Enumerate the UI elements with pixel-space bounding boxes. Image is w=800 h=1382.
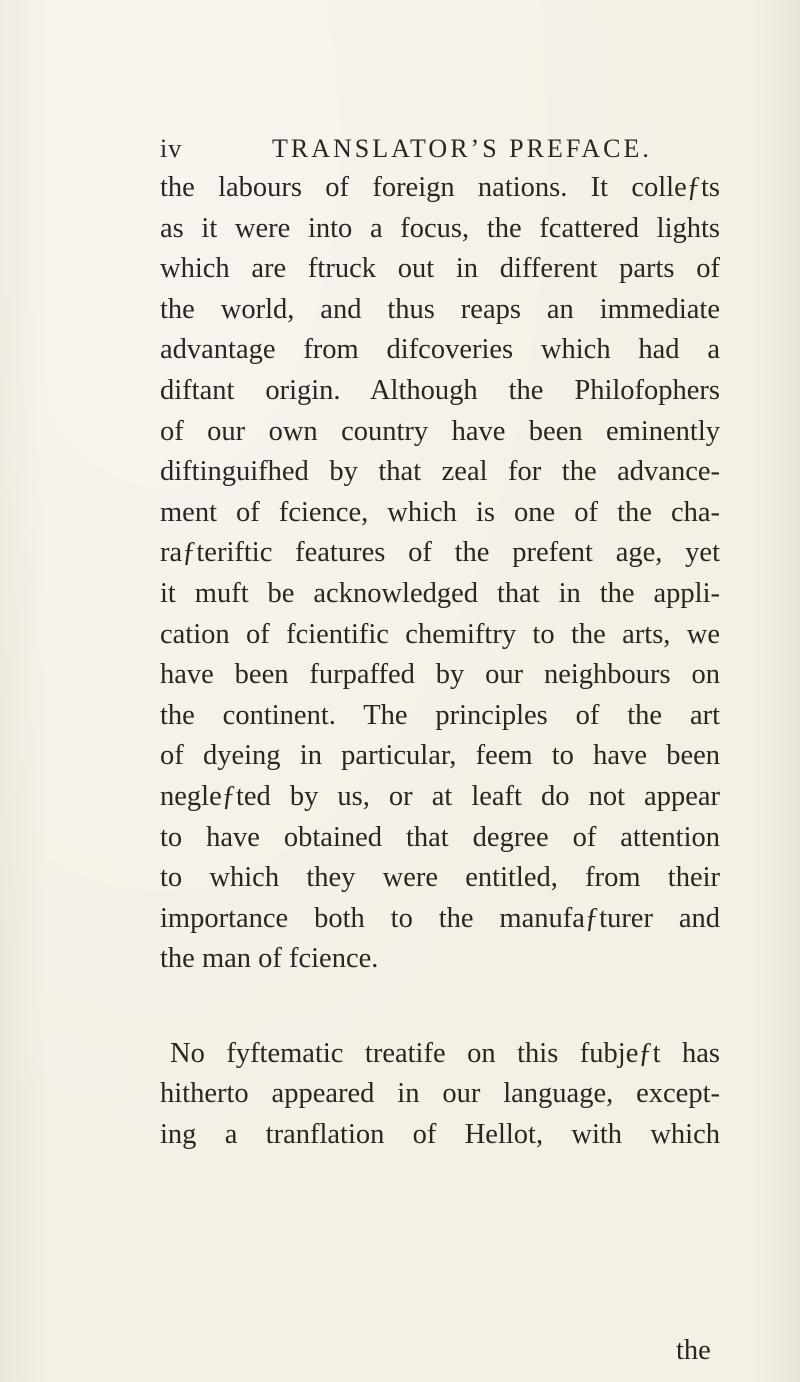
text-line: the continent. The principles of the art: [160, 699, 720, 731]
paragraph-break: [160, 980, 720, 1034]
body-text: [160, 168, 720, 1156]
text-line: ment of fcience, which is one of the cha-: [160, 496, 720, 528]
text-line: hitherto appeared in our language, except-: [160, 1078, 720, 1110]
text-line: of dyeing in particular, feem to have been: [160, 740, 720, 772]
paragraph-1: [160, 168, 720, 980]
running-title: TRANSLATOR’S PREFACE.: [272, 134, 652, 163]
paragraph-2: [160, 1034, 720, 1156]
text-line: the labours of foreign nations. It colleƒts: [160, 172, 720, 203]
text-line: importance both to the manufaƒturer and: [160, 902, 720, 934]
text-line: negleƒted by us, or at leaft do not appear: [160, 780, 720, 812]
text-line: the man of fcience.: [160, 943, 379, 975]
text-line: raƒteriftic features of the prefent age, yet: [160, 537, 720, 569]
text-line: to have obtained that degree of attention: [160, 821, 720, 853]
text-line: diftant origin. Although the Philofophers: [160, 374, 720, 406]
catchword: the: [676, 1335, 711, 1366]
text-line: it muft be acknowledged that in the appli-: [160, 577, 720, 609]
text-line: No fyftematic treatife on this fubjeƒt has: [170, 1037, 720, 1069]
text-line: diftinguifhed by that zeal for the advance-: [160, 456, 720, 488]
text-line: advantage from difcoveries which had a: [160, 334, 720, 366]
text-line: to which they were entitled, from their: [160, 862, 720, 894]
text-line: ing a tranflation of Hellot, with which: [160, 1119, 720, 1151]
text-line: which are ftruck out in different parts of: [160, 253, 720, 285]
text-line: the world, and thus reaps an immediate: [160, 293, 720, 325]
text-line: of our own country have been eminently: [160, 415, 720, 447]
text-line: have been furpaffed by our neighbours on: [160, 659, 720, 691]
text-line: cation of fcientific chemiftry to the arts, we: [160, 618, 720, 650]
text-line: as it were into a focus, the fcattered lights: [160, 212, 720, 244]
page-number: iv: [160, 134, 183, 163]
